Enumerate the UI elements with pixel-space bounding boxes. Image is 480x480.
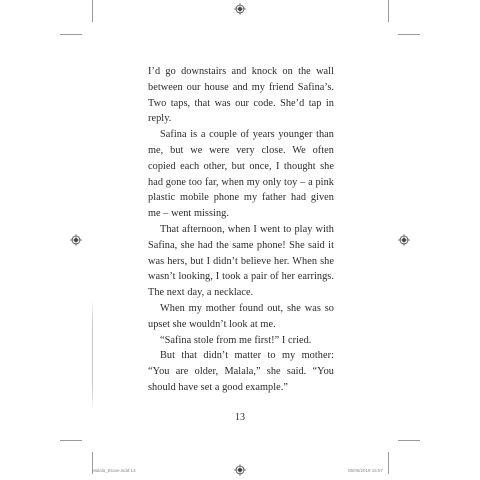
paragraph: That afternoon, when I went to play with Safina, she had the same phone! She said it was hers, but I didn’t believe her. When she wasn’t looking, I took a pair of her earrings. The next day, a necklace. — [148, 223, 334, 299]
slug-timestamp: 05/06/2018 15:57 — [348, 468, 384, 473]
body-text — [148, 64, 334, 396]
slug-filename: Malala_Brave.indd 13 — [92, 468, 136, 473]
page-number: 13 — [235, 412, 245, 423]
paragraph: Safina is a couple of years younger than me, but we were very close. We often copied each other, but once, I thought she had gone too far, when my only toy – a pink plastic mobile phone my father had given me – went missing. — [148, 129, 334, 220]
crop-mark-bottom-right-horizontal — [398, 440, 420, 441]
registration-mark-bottom-icon — [234, 464, 246, 476]
crop-mark-top-right-vertical — [388, 0, 389, 22]
paragraph: When my mother found out, she was so upset she wouldn’t look at me. — [148, 302, 334, 330]
crop-mark-top-right-horizontal — [398, 34, 420, 35]
registration-mark-left-icon — [70, 234, 82, 246]
gutter-rule — [92, 300, 93, 410]
registration-mark-top-icon — [234, 3, 246, 15]
crop-mark-top-left-vertical — [92, 0, 93, 22]
paragraph: “Safina stole from me first!” I cried. — [160, 334, 312, 346]
crop-mark-top-left-horizontal — [60, 34, 82, 35]
crop-mark-bottom-left-horizontal — [60, 440, 82, 441]
paragraph: I’d go downstairs and knock on the wall between our house and my friend Safina’s. Two taps, that was our code. She’d tap in reply. — [148, 66, 334, 125]
registration-mark-right-icon — [398, 234, 410, 246]
crop-mark-bottom-right-vertical — [388, 452, 389, 474]
paragraph: But that didn’t matter to my mother: “You are older, Malala,” she said. “You should have set a good example.” — [148, 350, 334, 393]
